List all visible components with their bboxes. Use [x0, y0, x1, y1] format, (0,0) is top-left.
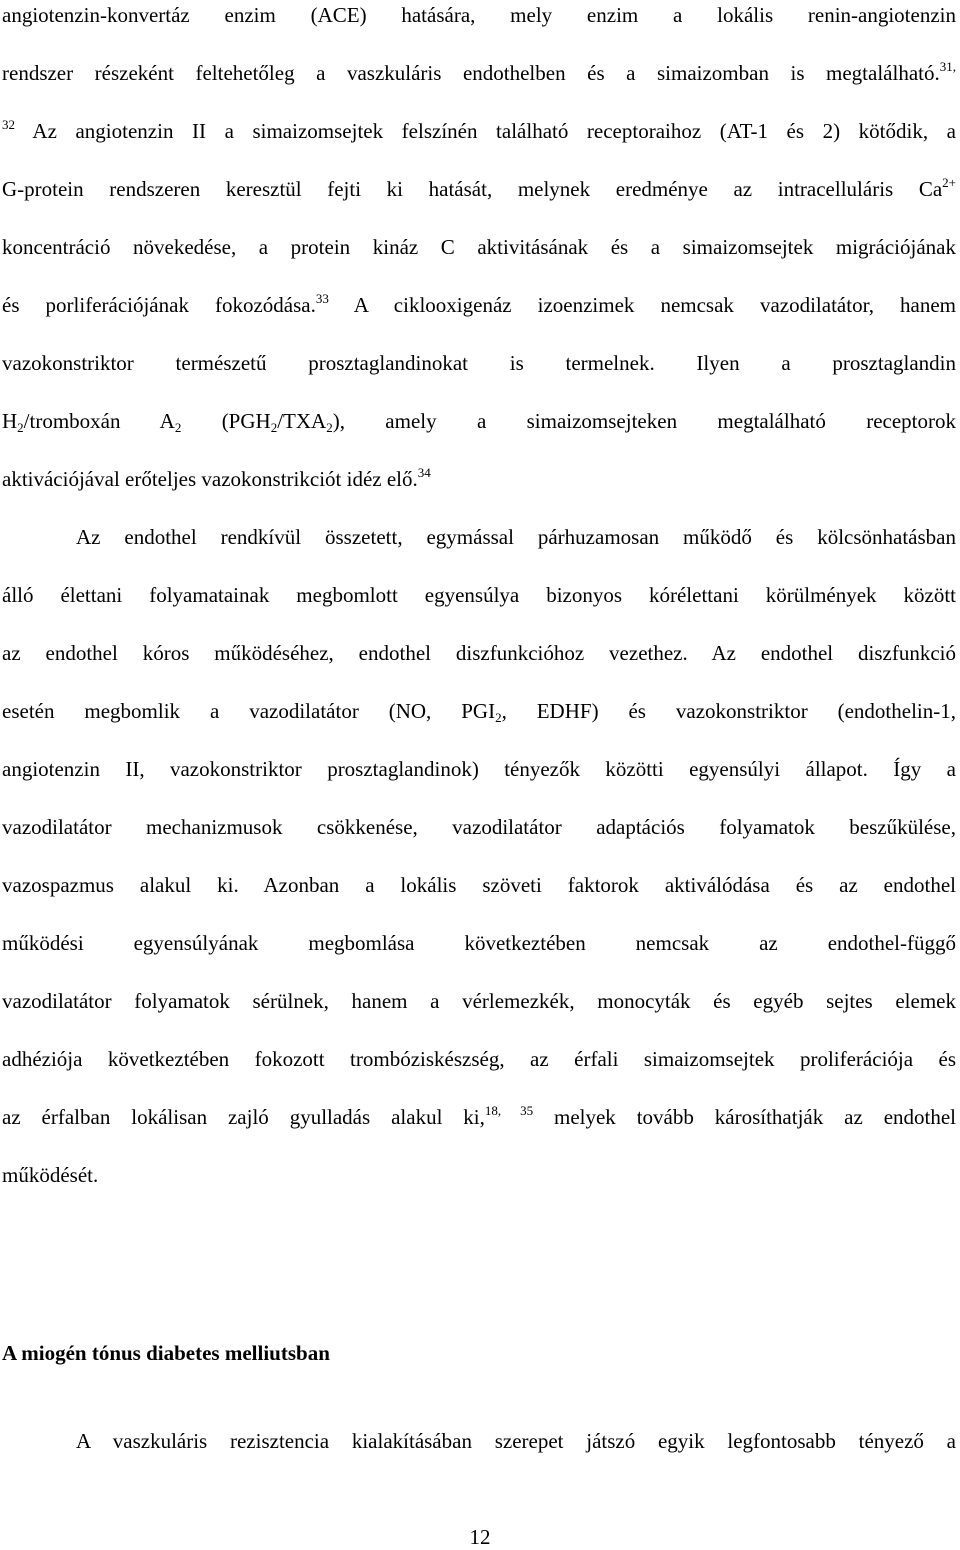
citation-superscript: 33 — [315, 291, 329, 306]
subscript: 2 — [326, 420, 333, 435]
text-line: adhéziója következtében fokozott trombóziskészség, az érfali simaizomsejtek proliferációja és — [2, 1047, 956, 1071]
text-line: rendszer részeként feltehetőleg a vaszkuláris endothelben és a simaizomban is megtalálható.$^{31,}$ — [2, 59, 956, 85]
text-line: koncentráció növekedése, a protein kináz C aktivitásának és a simaizomsejtek migrációjának — [2, 235, 956, 259]
text-line: vazodilatátor folyamatok sérülnek, hanem a vérlemezkék, monocyták és egyéb sejtes elemek — [2, 989, 956, 1013]
text-line: és porliferációjának fokozódása.$^{33}$ A ciklooxigenáz izoenzimek nemcsak vazodilatátor, hanem — [2, 291, 956, 317]
text-line: vazospazmus alakul ki. Azonban a lokális szöveti faktorok aktiválódása és az endothel — [2, 873, 956, 897]
text-line: álló élettani folyamatainak megbomlott egyensúlya bizonyos kórélettani körülmények között — [2, 583, 956, 607]
subscript: 2 — [270, 420, 278, 435]
subscript: 2 — [17, 420, 24, 435]
text-line: működési egyensúlyának megbomlása következtében nemcsak az endothel-függő — [2, 931, 956, 955]
text-line: esetén megbomlik a vazodilatátor (NO, $PGI_2$, EDHF) és vazokonstriktor (endothelin-1, — [2, 699, 956, 725]
subscript: 2 — [495, 710, 502, 725]
section-heading: A miogén tónus diabetes melliutsban — [2, 1341, 330, 1365]
text-line: Az endothel rendkívül összetett, egymással párhuzamosan működő és kölcsönhatásban — [76, 525, 956, 549]
text-line: vazokonstriktor természetű prosztaglandinokat is termelnek. Ilyen a prosztaglandin — [2, 351, 956, 375]
text-line: angiotenzin II, vazokonstriktor prosztaglandinok) tényezők közötti egyensúlyi állapot. Így a — [2, 757, 956, 781]
text-line: működését. — [2, 1163, 99, 1187]
citation-superscript: 31, — [939, 59, 956, 74]
subscript: 2 — [174, 420, 182, 435]
text-line: $H_2$/tromboxán $A_2$ $(PGH_2/TXA_2)$, amely a simaizomsejteken megtalálható receptorok — [2, 409, 956, 435]
text-line: vazodilatátor mechanizmusok csökkenése, vazodilatátor adaptációs folyamatok beszűkülése, — [2, 815, 956, 839]
page-number: 12 — [469, 1525, 491, 1549]
citation-superscript: 34 — [417, 465, 431, 480]
superscript: 2+ — [942, 175, 956, 190]
text-line: A vaszkuláris rezisztencia kialakításában szerepet játszó egyik legfontosabb tényező a — [76, 1429, 956, 1453]
text-line: az endothel kóros működéséhez, endothel diszfunkcióhoz vezethez. Az endothel diszfunkció — [2, 641, 956, 665]
citation-superscript: 18, 35 — [484, 1103, 534, 1118]
text-line: angiotenzin-konvertáz enzim (ACE) hatására, mely enzim a lokális renin-angiotenzin — [2, 3, 956, 27]
text-line: az érfalban lokálisan zajló gyulladás alakul ki,$^{18, 35}$ melyek tovább károsíthatják az endothel — [2, 1103, 957, 1129]
text-line: G-protein rendszeren keresztül fejti ki hatását, melynek eredménye az intracelluláris $Ca^{2+}$ — [2, 175, 956, 201]
text-line: aktivációjával erőteljes vazokonstrikciót idéz elő.$^{34}$ — [2, 465, 431, 491]
text-line: $^{32}$ Az angiotenzin II a simaizomsejtek felszínén található receptoraihoz (AT-1 és 2) kötődik, a — [2, 117, 956, 143]
citation-superscript: 32 — [2, 117, 15, 132]
